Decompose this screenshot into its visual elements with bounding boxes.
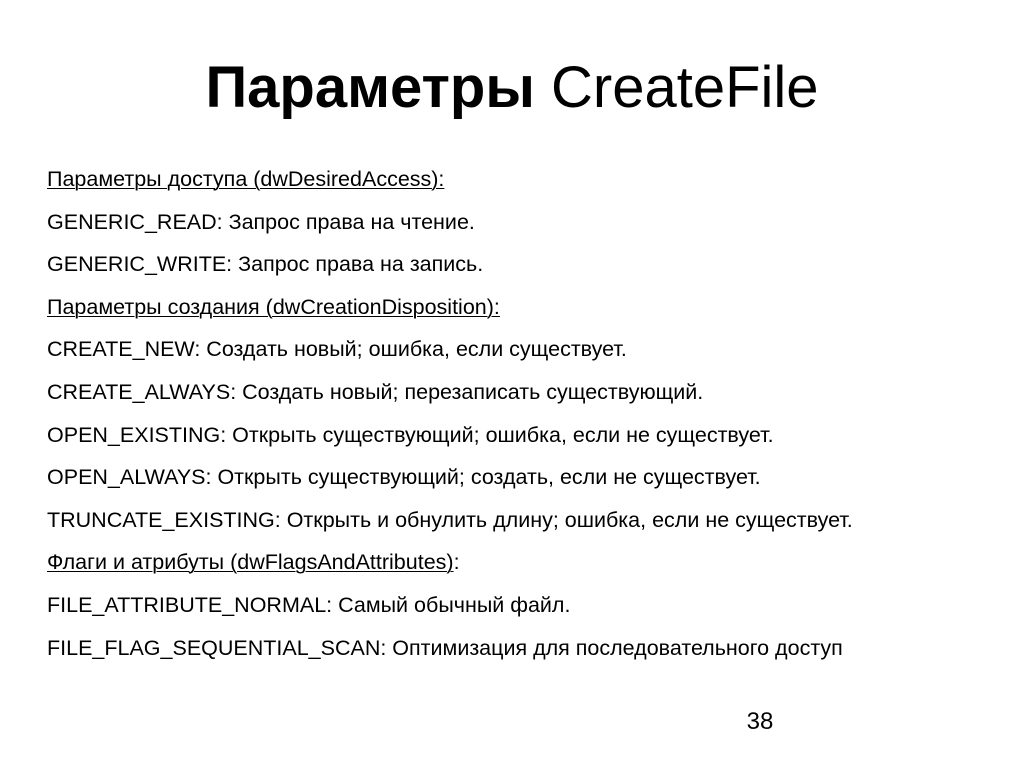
list-item-create-always: CREATE_ALWAYS: Создать новый; перезаписать существующий. [47,379,704,404]
section-heading-flags: Флаги и атрибуты (dwFlagsAndAttributes): [47,550,460,575]
list-item-generic-read: GENERIC_READ: Запрос права на чтение. [47,209,475,234]
list-item-file-attribute-normal: FILE_ATTRIBUTE_NORMAL: Самый обычный файл. [47,592,571,617]
section-heading-access: Параметры доступа (dwDesiredAccess): [47,167,445,191]
list-item-create-new: CREATE_NEW: Создать новый; ошибка, если существует. [47,337,627,362]
title-rest: CreateFile [534,55,819,120]
section-heading-creation: Параметры создания (dwCreationDisposition): [47,294,500,319]
list-item-generic-write: GENERIC_WRITE: Запрос права на запись. [47,252,484,277]
page-number: 38 [746,708,774,735]
list-item-truncate-existing: TRUNCATE_EXISTING: Открыть и обнулить длину; ошибка, если не существует. [47,507,853,532]
slide-title [0,52,1024,124]
list-item-file-flag-sequential-scan: FILE_FLAG_SEQUENTIAL_SCAN: Оптимизация для последовательного доступ [47,635,843,660]
content-list [47,163,1022,674]
list-item-open-always: OPEN_ALWAYS: Открыть существующий; создать, если не существует. [47,465,761,490]
title-bold: Параметры [205,55,535,120]
list-item-open-existing: OPEN_EXISTING: Открыть существующий; ошибка, если не существует. [47,422,774,447]
